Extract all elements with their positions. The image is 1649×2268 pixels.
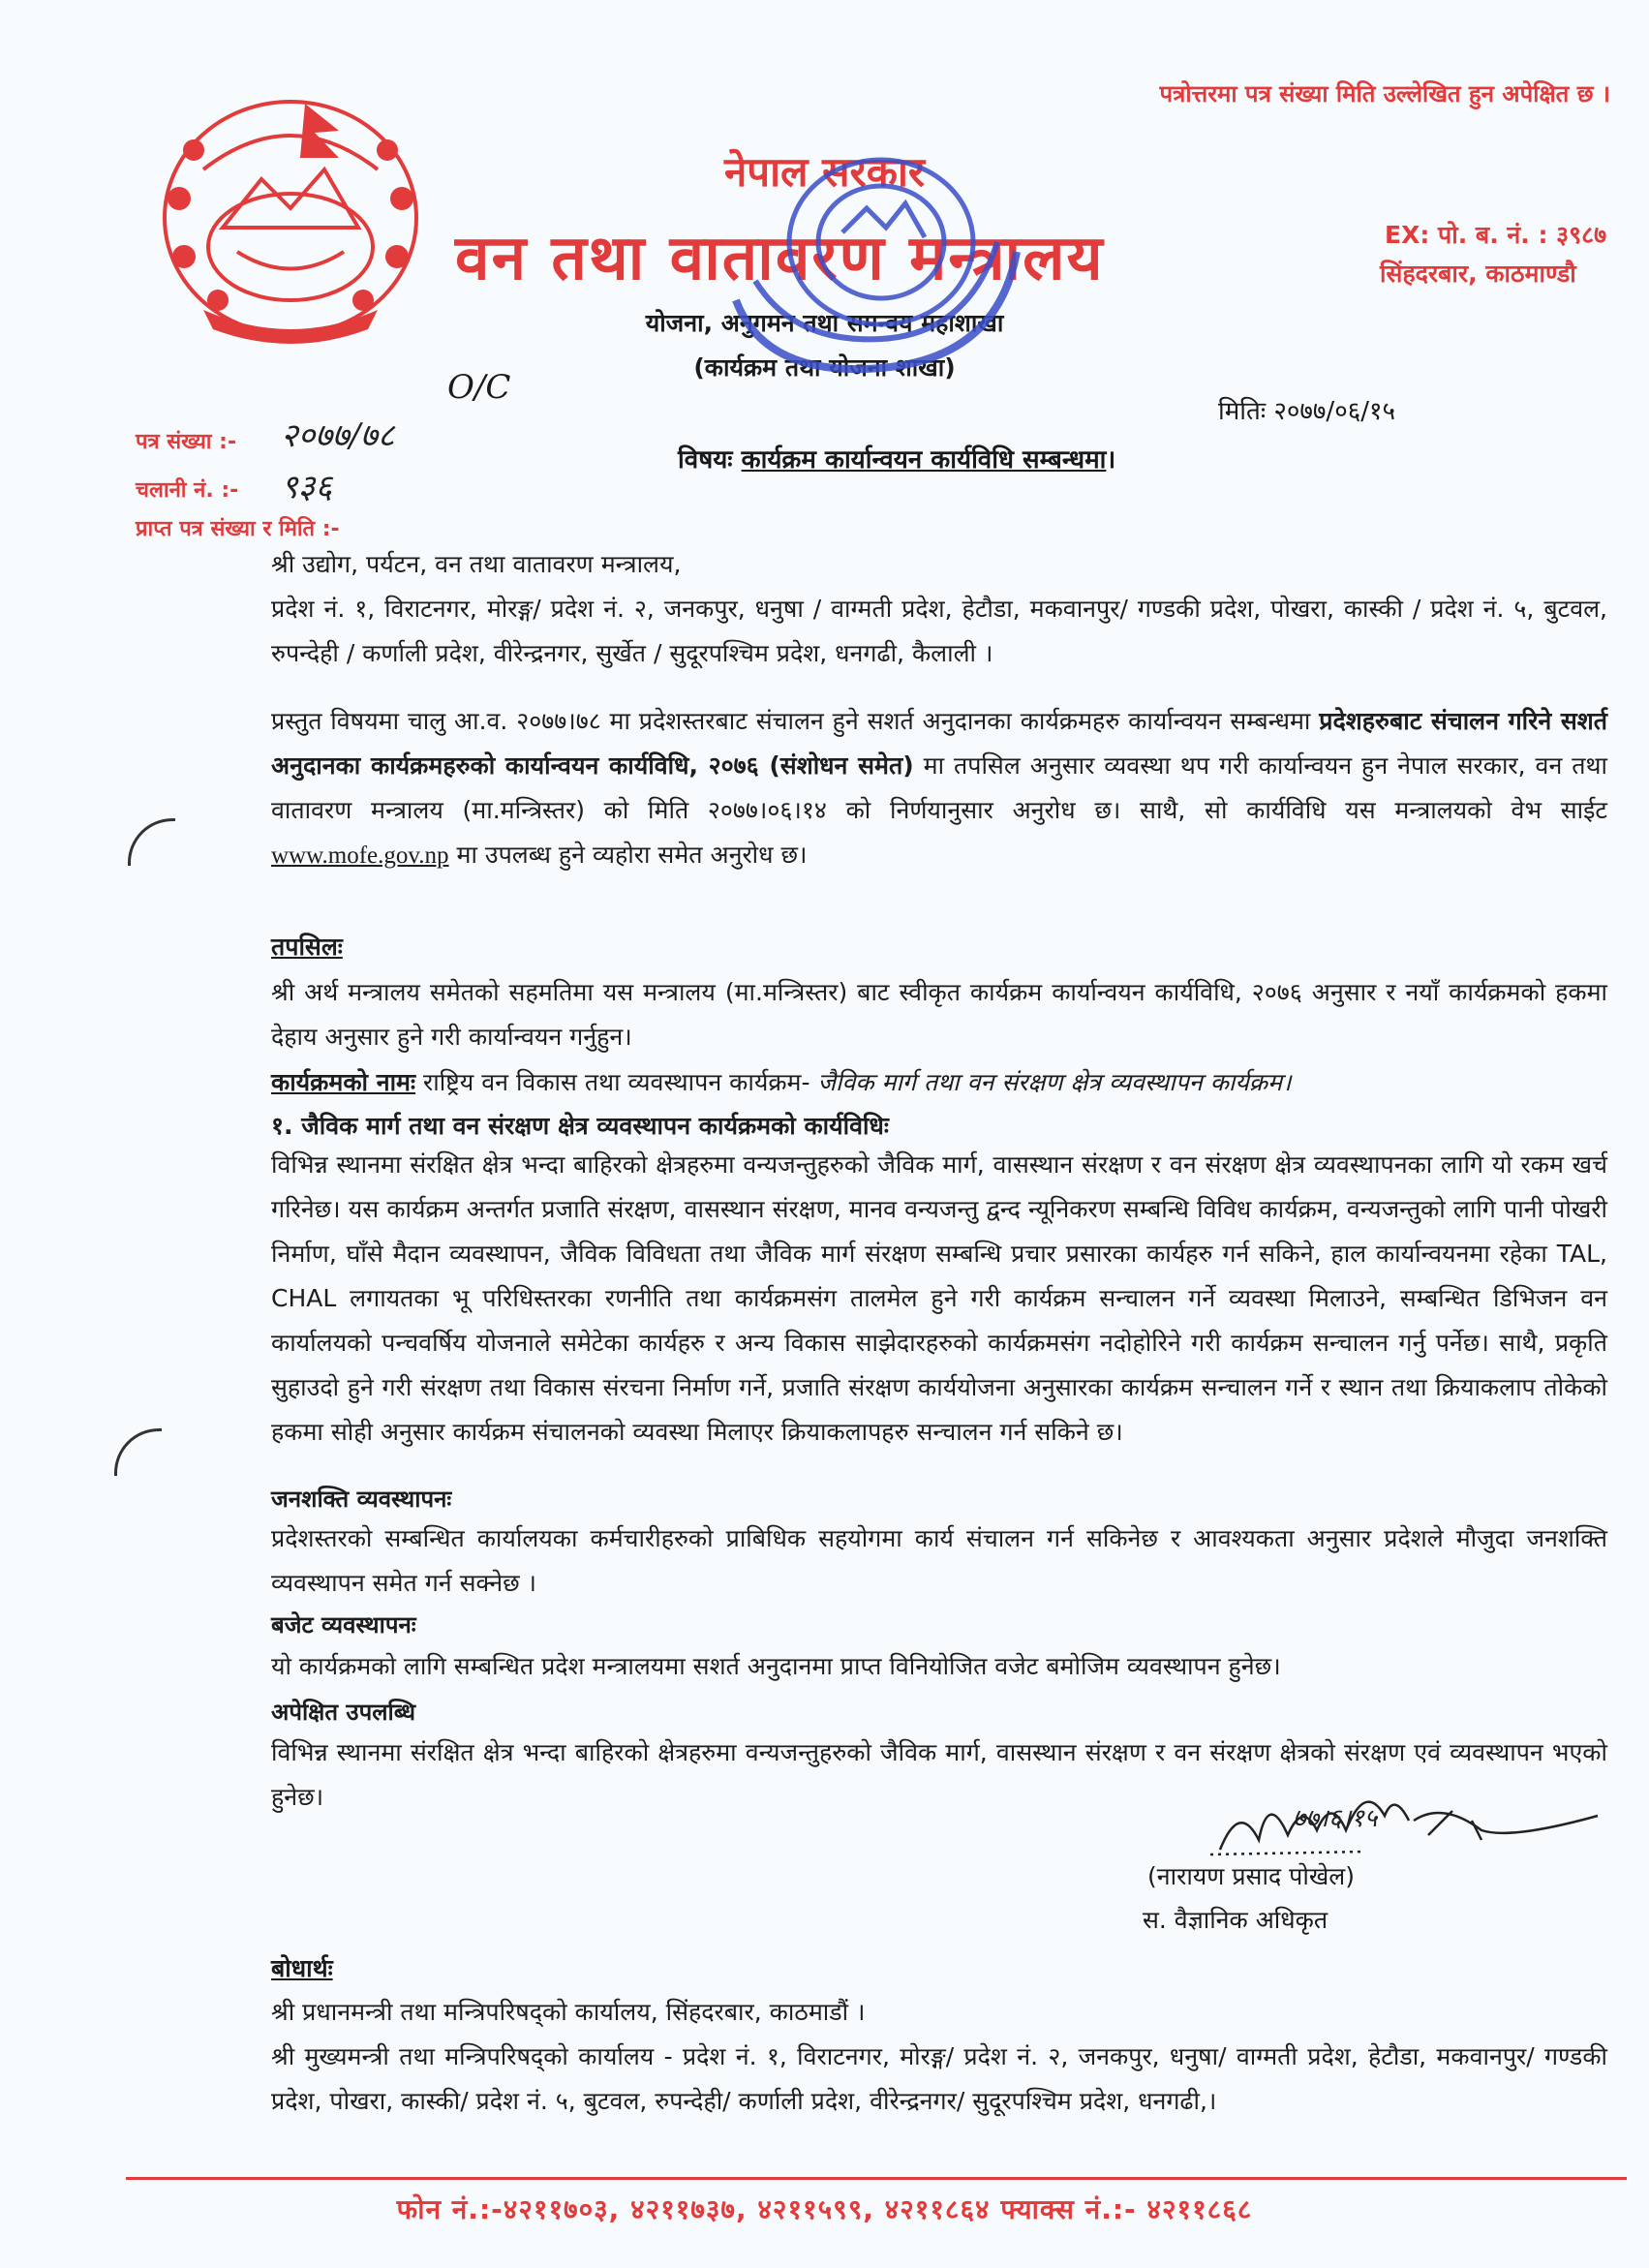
letter-number-label: पत्र संख्या :- [136, 430, 237, 454]
program-label: कार्यक्रमको नामः [271, 1068, 416, 1096]
ministry-stamp [707, 136, 1055, 387]
reply-reference-note: पत्रोत्तरमा पत्र संख्या मिति उल्लेखित हुन अपेक्षित छ । [1159, 80, 1610, 107]
website-link[interactable]: www.mofe.gov.np [271, 843, 449, 869]
budget-body: यो कार्यक्रमको लागि सम्बन्धित प्रदेश मन्त्रालयमा सशर्त अनुदानमा प्राप्त विनियोजित वजेट बमोजिम व्यवस्थापन हुनेछ। [271, 1652, 1281, 1680]
recipient-line-2: प्रदेश नं. १, विराटनगर, मोरङ्ग/ प्रदेश नं. २, जनकपुर, धनुषा / वाग्मती प्रदेश, हेटौडा, मकवानपुर/ गण्डकी प्रदेश, पोखरा, कास्की / प्रदेश नं. ५, बुटवल, रुपन्देही / कर्णाली प्रदेश, वीरेन्द्रनगर, सुर्खेत / सुदूरपश्चिम प्रदेश, धनगढी, कैलाली । [271, 595, 1607, 667]
main-paragraph [271, 699, 1607, 878]
program-italic: जैविक मार्ग तथा वन संरक्षण क्षेत्र व्यवस्थापन कार्यक्रम। [817, 1068, 1292, 1096]
government-title: नेपाल सरकार [723, 148, 926, 196]
section-name: (कार्यक्रम तथा योजना शाखा) [693, 353, 956, 382]
cc-heading: बोधार्थः [271, 1954, 333, 1982]
program-name-line [271, 1060, 1627, 1105]
tapsil-heading: तपसिलः [271, 933, 343, 961]
signer-name: (नारायण प्रसाद पोखेल) [1147, 1862, 1355, 1890]
para1-part-a: प्रस्तुत विषयमा चालु आ.व. २०७७।७८ मा प्रदेशस्तरबाट संचालन हुने सशर्त अनुदानका कार्यक्रमहरु कार्यान्वयन सम्बन्धमा [271, 707, 1320, 735]
punch-hole-mark [114, 1428, 162, 1476]
hr-body: प्रदेशस्तरको सम्बन्धित कार्यालयका कर्मचारीहरुको प्राबिधिक सहयोगमा कार्य संचालन गर्न सकिनेछ र आवश्यकता अनुसार प्रदेशले मौजुदा जनशक्ति व्यवस्थापन समेत गर्न सक्नेछ । [271, 1524, 1607, 1597]
tapsil-body: श्री अर्थ मन्त्रालय समेतको सहमतिमा यस मन्त्रालय (मा.मन्त्रिस्तर) बाट स्वीकृत कार्यक्रम कार्यान्वयन कार्यविधि, २०७६ अनुसार र नयाँ कार्यक्रमको हकमा देहाय अनुसार हुने गरी कार्यान्वयन गर्नुहुन। [271, 978, 1607, 1051]
received-letter-label: प्राप्त पत्र संख्या र मिति :- [136, 517, 340, 541]
para1-part-c: मा उपलब्ध हुने व्यहोरा समेत अनुरोध छ। [448, 841, 808, 869]
oc-handwritten-mark: O/C [447, 368, 511, 407]
budget-heading: बजेट व्यवस्थापनः [271, 1611, 416, 1639]
letter-date: मितिः २०७७/०६/१५ [1218, 397, 1396, 426]
hr-heading: जनशक्ति व्यवस्थापनः [271, 1486, 452, 1513]
po-box: EX: पो. ब. नं. : ३९८७ [1385, 221, 1607, 249]
signature-date: ७७।६।१५ [1293, 1804, 1378, 1833]
recipient-line-1: श्री उद्योग, पर्यटन, वन तथा वातावरण मन्त्रालय, [271, 550, 682, 578]
letter-number-value: २०७७/७८ [281, 416, 395, 455]
recipient-block [271, 542, 1607, 676]
program-text: राष्ट्रिय वन विकास तथा व्यवस्थापन कार्यक्रम- [415, 1068, 818, 1096]
dispatch-number-value: ९३६ [281, 468, 333, 506]
subject-text: कार्यक्रम कार्यान्वयन कार्यविधि सम्बन्धमा [741, 445, 1107, 475]
cc-list [271, 1990, 1607, 2124]
dispatch-number-label: चलानी नं. :- [136, 478, 239, 503]
para1-bold: प्रदेशहरुबाट संचालन गरिने सशर्त अनुदानका कार्यक्रमहरुको कार्यान्वयन कार्यविधि, २०७६ (संशोधन समेत) [271, 707, 1608, 780]
punch-hole-mark [128, 818, 175, 866]
procedure-heading: १. जैविक मार्ग तथा वन संरक्षण क्षेत्र व्यवस्थापन कार्यक्रमको कार्यविधिः [271, 1112, 889, 1140]
footer-contact: फोन नं.:-४२११७०३, ४२११७३७, ४२११५९९, ४२११८६४ फ्याक्स नं.:- ४२११८६८ [396, 2193, 1253, 2225]
division-name: योजना, अनुगमन तथा समन्वय महाशाखा [645, 309, 1004, 337]
signer-title: स. वैज्ञानिक अधिकृत [1143, 1906, 1328, 1934]
subject-end: । [1106, 445, 1116, 475]
ministry-address: सिंहदरबार, काठमाण्डौ [1380, 260, 1576, 288]
subject-label: विषयः [678, 445, 733, 475]
ministry-title: वन तथा वातावरण मन्त्रालय [455, 223, 1105, 294]
cc-item-1: श्री प्रधानमन्त्री तथा मन्त्रिपरिषद्को कार्यालय, सिंहदरबार, काठमाडौं । [271, 1998, 866, 2026]
cc-item-2: श्री मुख्यमन्त्री तथा मन्त्रिपरिषद्को कार्यालय - प्रदेश नं. १, विराटनगर, मोरङ्ग/ प्रदेश नं. २, जनकपुर, धनुषा/ वाग्मती प्रदेश, हेटौडा, मकवानपुर/ गण्डकी प्रदेश, पोखरा, कास्की/ प्रदेश नं. ५, बुटवल, रुपन्देही/ कर्णाली प्रदेश, वीरेन्द्रनगर/ सुदूरपश्चिम प्रदेश, धनगढी,। [271, 2042, 1607, 2115]
outcome-body: विभिन्न स्थानमा संरक्षित क्षेत्र भन्दा बाहिरको क्षेत्रहरुमा वन्यजन्तुहरुको जैविक मार्ग, वासस्थान संरक्षण र वन संरक्षण क्षेत्रको संरक्षण एवं व्यवस्थापन भएको हुनेछ। [271, 1738, 1607, 1811]
procedure-body: विभिन्न स्थानमा संरक्षित क्षेत्र भन्दा बाहिरको क्षेत्रहरुमा वन्यजन्तुहरुको जैविक मार्ग, वासस्थान संरक्षण र वन संरक्षण क्षेत्र व्यवस्थापनका लागि यो रकम खर्च गरिनेछ। यस कार्यक्रम अन्तर्गत प्रजाति संरक्षण, वासस्थान संरक्षण, मानव वन्यजन्तु द्वन्द न्यूनिकरण सम्बन्धि विविध कार्यक्रम, वन्यजन्तुको लागि पानी पोखरी निर्माण, घाँसे मैदान व्यवस्थापन, जैविक विविधता तथा जैविक मार्ग संरक्षण सम्बन्धि प्रचार प्रसारका कार्यहरु गर्न सकिने, हाल कार्यान्वयनमा रहेका TAL, CHAL लगायतका भू परिधिस्तरका रणनीति तथा कार्यक्रमसंग तालमेल हुने गरी कार्यक्रम सन्चालन गर्ने व्यवस्था मिलाउने, सम्बन्धित डिभिजन वन कार्यालयको पन्चवर्षिय योजनाले समेटेका कार्यहरु र अन्य विकास साझेदारहरुको कार्यक्रमसंग नदोहोरिने गरी कार्यक्रम सन्चालन गर्नु पर्नेछ। साथै, प्रकृति सुहाउदो हुने गरी संरक्षण तथा विकास संरचना निर्माण गर्ने, प्रजाति संरक्षण कार्ययोजना अनुसारका कार्यक्रम सन्चालन गर्ने र स्थान तथा क्रियाकलाप तोकेको हकमा सोही अनुसार कार्यक्रम संचालनको व्यवस्था मिलाएर क्रियाकलापहरु सन्चालन गर्न सकिने छ। [271, 1150, 1607, 1446]
para1-part-b: मा तपसिल अनुसार व्यवस्था थप गरी कार्यान्वयन हुन नेपाल सरकार, वन तथा वातावरण मन्त्रालय (मा.मन्त्रिस्तर) को मिति २०७७।०६।१४ को निर्णयानुसार अनुरोध छ। साथै, सो कार्यविधि यस मन्त्रालयको वेभ साईट [271, 751, 1607, 824]
footer-divider [126, 2177, 1627, 2180]
outcome-heading: अपेक्षित उपलब्धि [271, 1699, 415, 1726]
subject-line [678, 441, 1115, 475]
